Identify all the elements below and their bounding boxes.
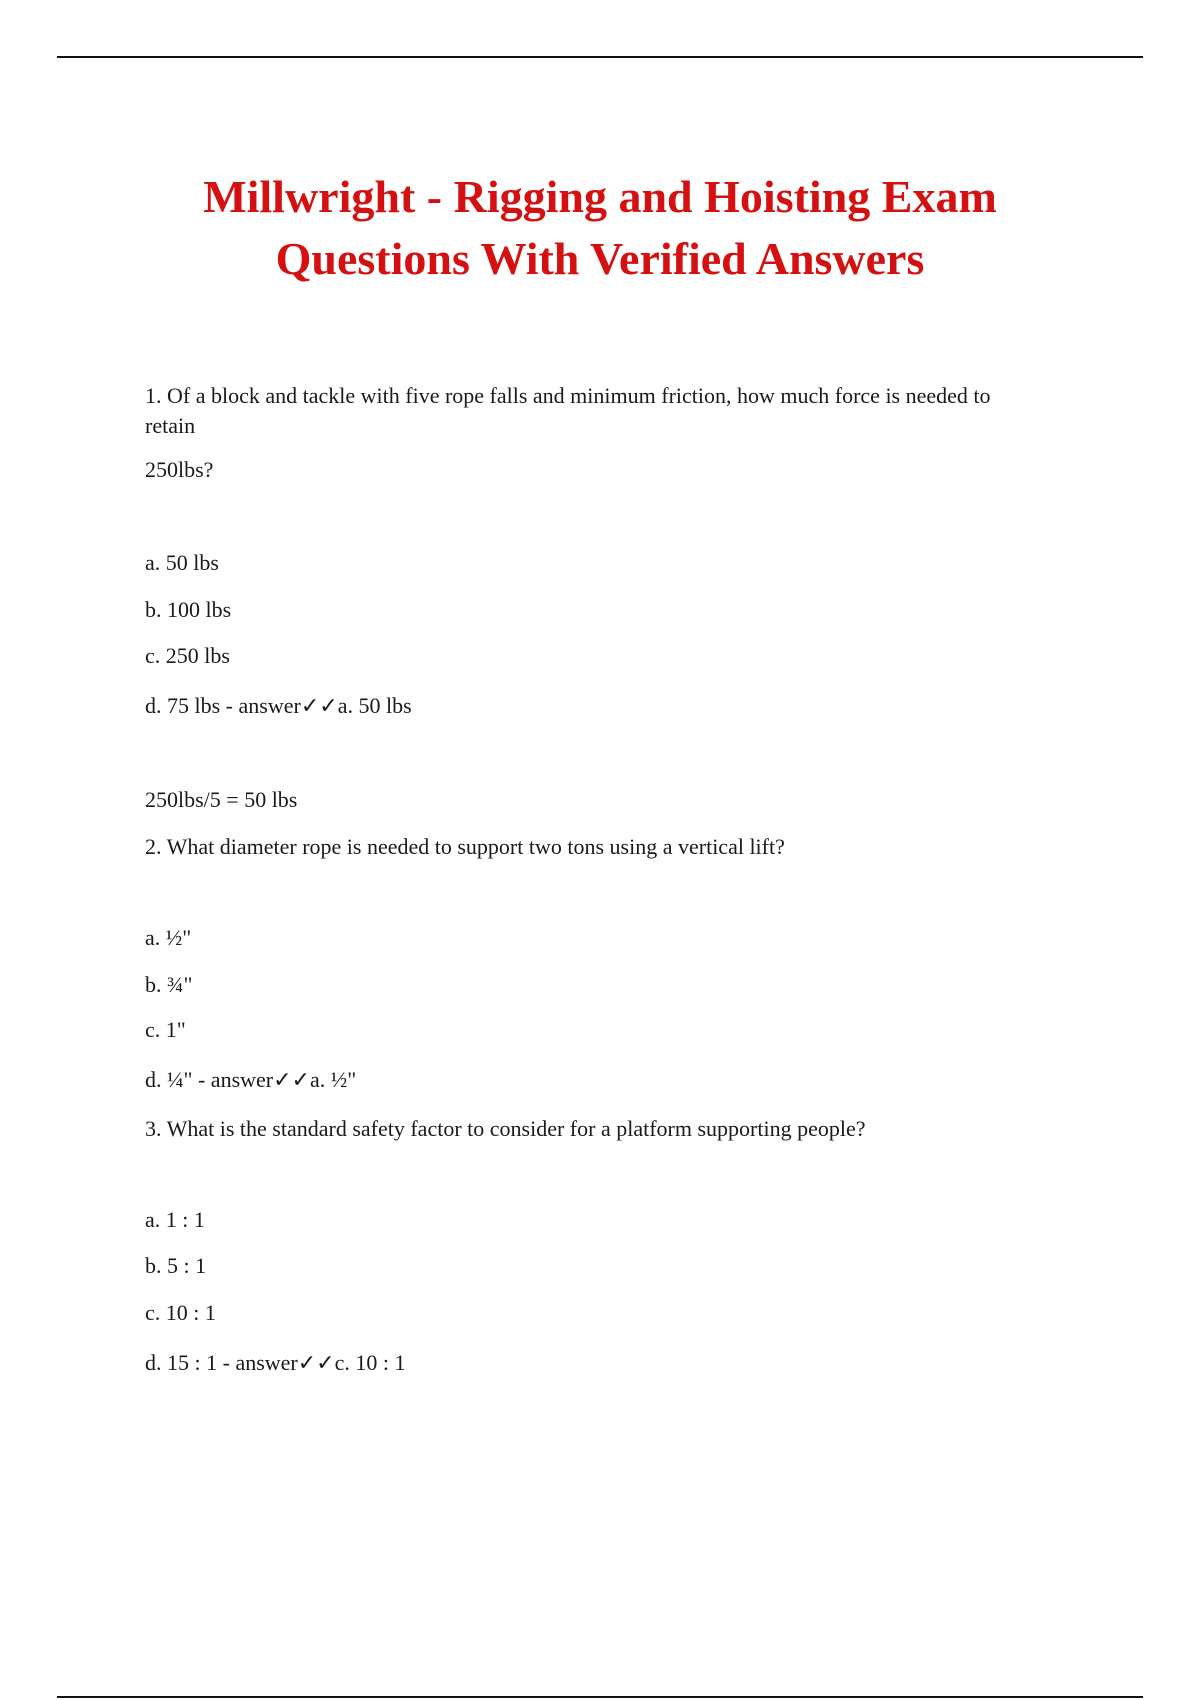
q1-option-b: b. 100 lbs bbox=[145, 597, 232, 622]
q2-option-d-text: d. ¼" - answer bbox=[145, 1067, 274, 1092]
q2-answer: a. ½" bbox=[310, 1067, 357, 1092]
q1-text-line-3: 250lbs? bbox=[145, 457, 214, 482]
q2-option-c: c. 1" bbox=[145, 1017, 186, 1042]
q1-option-c: c. 250 lbs bbox=[145, 643, 230, 668]
q1-option-d-text: d. 75 lbs - answer bbox=[145, 693, 301, 718]
q3-option-d bbox=[145, 1349, 406, 1378]
q3-answer: c. 10 : 1 bbox=[334, 1350, 406, 1375]
check-icon: ✓✓ bbox=[300, 694, 338, 719]
check-icon: ✓✓ bbox=[297, 1351, 335, 1376]
q2-text: 2. What diameter rope is needed to support two tons using a vertical lift? bbox=[145, 834, 785, 859]
q3-option-b: b. 5 : 1 bbox=[145, 1253, 207, 1278]
document-title bbox=[100, 166, 1100, 290]
q1-option-d bbox=[145, 692, 412, 721]
q3-option-d-text: d. 15 : 1 - answer bbox=[145, 1350, 298, 1375]
q3-option-c: c. 10 : 1 bbox=[145, 1300, 216, 1325]
q3-option-a: a. 1 : 1 bbox=[145, 1207, 205, 1232]
q1-working: 250lbs/5 = 50 lbs bbox=[145, 787, 298, 812]
top-rule bbox=[57, 56, 1143, 58]
q1-text-line-1: 1. Of a block and tackle with five rope falls and minimum friction, how much force is needed to bbox=[145, 383, 991, 408]
q3-text: 3. What is the standard safety factor to consider for a platform supporting people? bbox=[145, 1116, 866, 1141]
q1-answer: a. 50 lbs bbox=[337, 693, 412, 718]
bottom-rule bbox=[57, 1696, 1143, 1698]
q1-text-line-2: retain bbox=[145, 413, 196, 438]
q1-option-a: a. 50 lbs bbox=[145, 550, 219, 575]
q2-option-d bbox=[145, 1066, 356, 1095]
q2-option-b: b. ¾" bbox=[145, 972, 193, 997]
q2-option-a: a. ½" bbox=[145, 925, 192, 950]
check-icon: ✓✓ bbox=[273, 1068, 310, 1093]
title-line-2: Questions With Verified Answers bbox=[275, 233, 925, 284]
title-line-1: Millwright - Rigging and Hoisting Exam bbox=[203, 171, 997, 222]
